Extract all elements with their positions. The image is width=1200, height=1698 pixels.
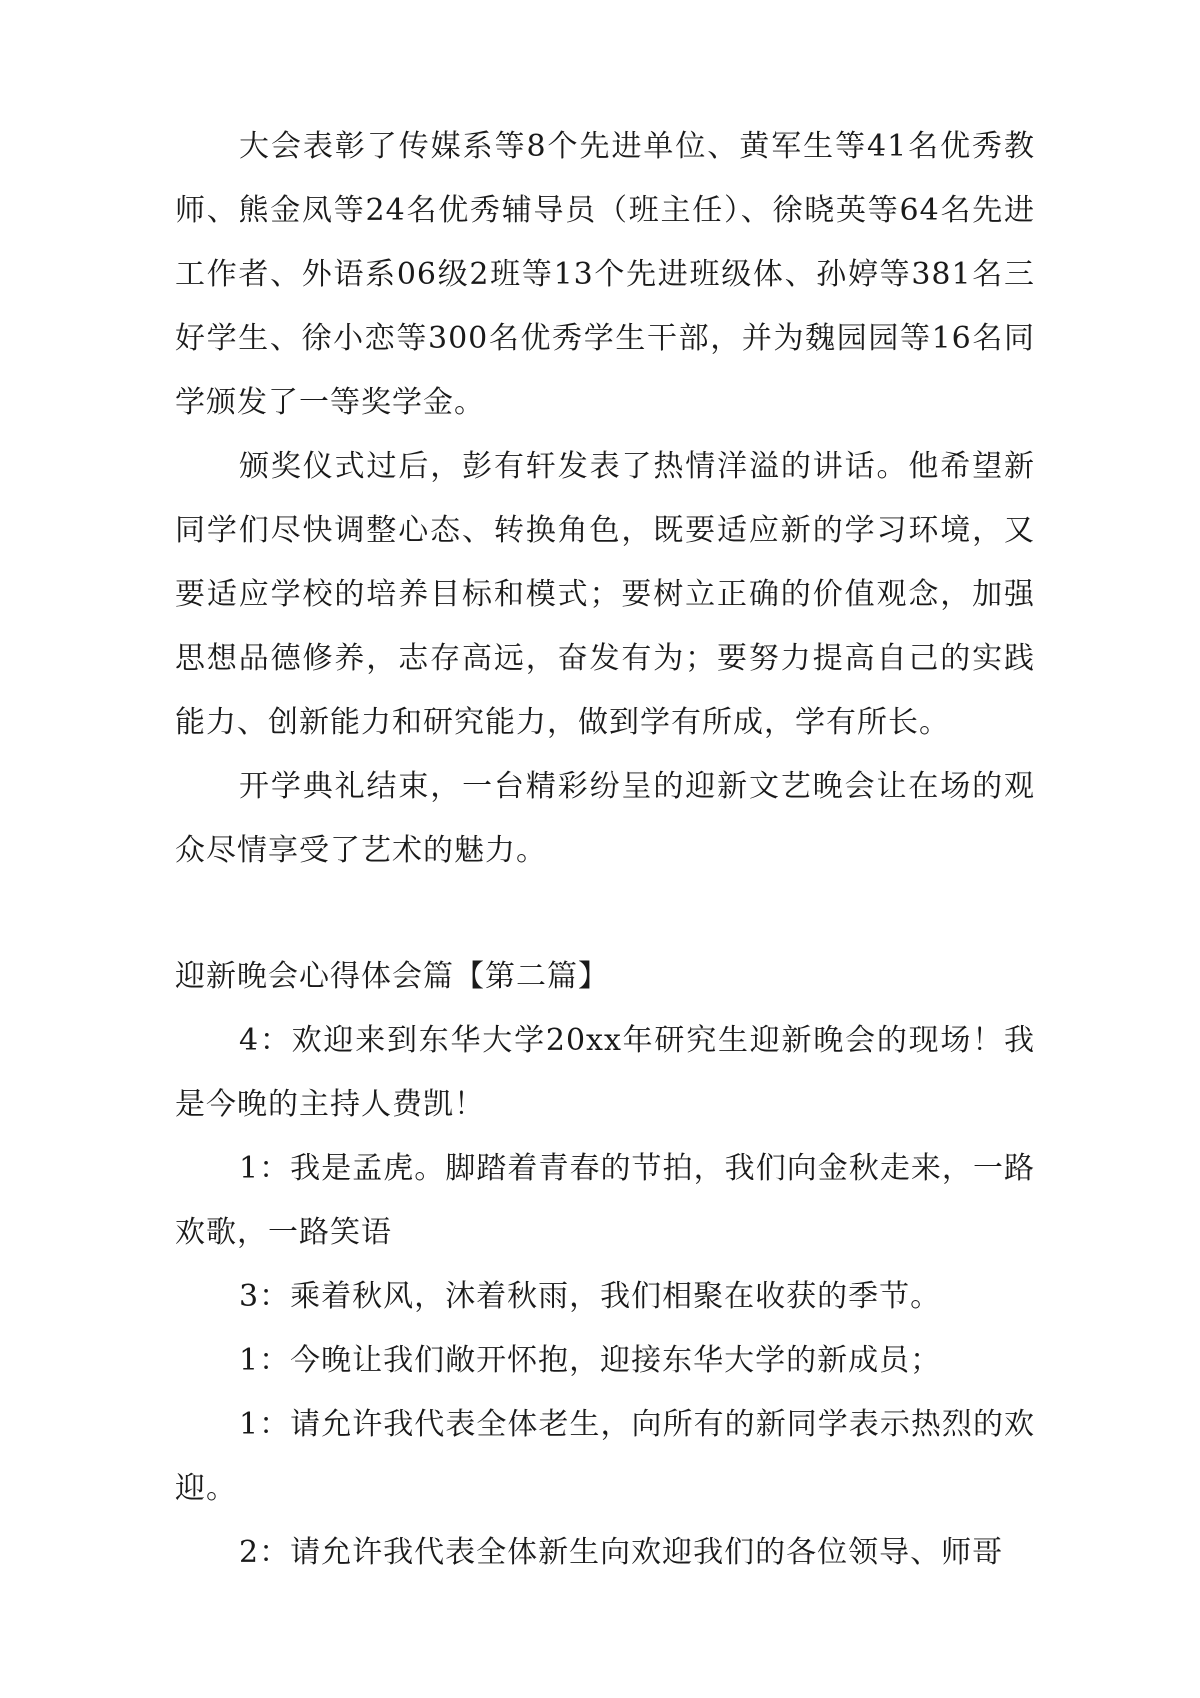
paragraph-awards: 大会表彰了传媒系等8个先进单位、黄军生等41名优秀教师、熊金凤等24名优秀辅导员（班主任）、徐晓英等64名先进工作者、外语系06级2班等13个先进班级体、孙婷等381名三好学生、徐小恋等300名优秀学生干部，并为魏园园等16名同学颁发了一等奖学金。 [175,129,1035,420]
host-line: 2：请允许我代表全体新生向欢迎我们的各位领导、师哥 [239,1535,1004,1570]
paragraph-ceremony-end: 开学典礼结束，一台精彩纷呈的迎新文艺晚会让在场的观众尽情享受了艺术的魅力。 [175,769,1035,868]
paragraph-speech: 颁奖仪式过后，彭有轩发表了热情洋溢的讲话。他希望新同学们尽快调整心态、转换角色，既要适应新的学习环境，又要适应学校的培养目标和模式；要树立正确的价值观念，加强思想品德修养，志存高远，奋发有为；要努力提高自己的实践能力、创新能力和研究能力，做到学有所成，学有所长。 [175,449,1035,740]
document-body [175,115,1035,1585]
host-line: 1：我是孟虎。脚踏着青春的节拍，我们向金秋走来，一路欢歌，一路笑语 [175,1151,1035,1250]
host-line: 1：请允许我代表全体老生，向所有的新同学表示热烈的欢迎。 [175,1407,1035,1506]
section-heading: 迎新晚会心得体会篇【第二篇】 [175,959,609,994]
section-gap [175,883,1035,945]
host-line: 4：欢迎来到东华大学20xx年研究生迎新晚会的现场！我是今晚的主持人费凯！ [175,1023,1035,1122]
host-line: 1：今晚让我们敞开怀抱，迎接东华大学的新成员； [239,1343,942,1378]
host-line: 3：乘着秋风，沐着秋雨，我们相聚在收获的季节。 [239,1279,942,1314]
